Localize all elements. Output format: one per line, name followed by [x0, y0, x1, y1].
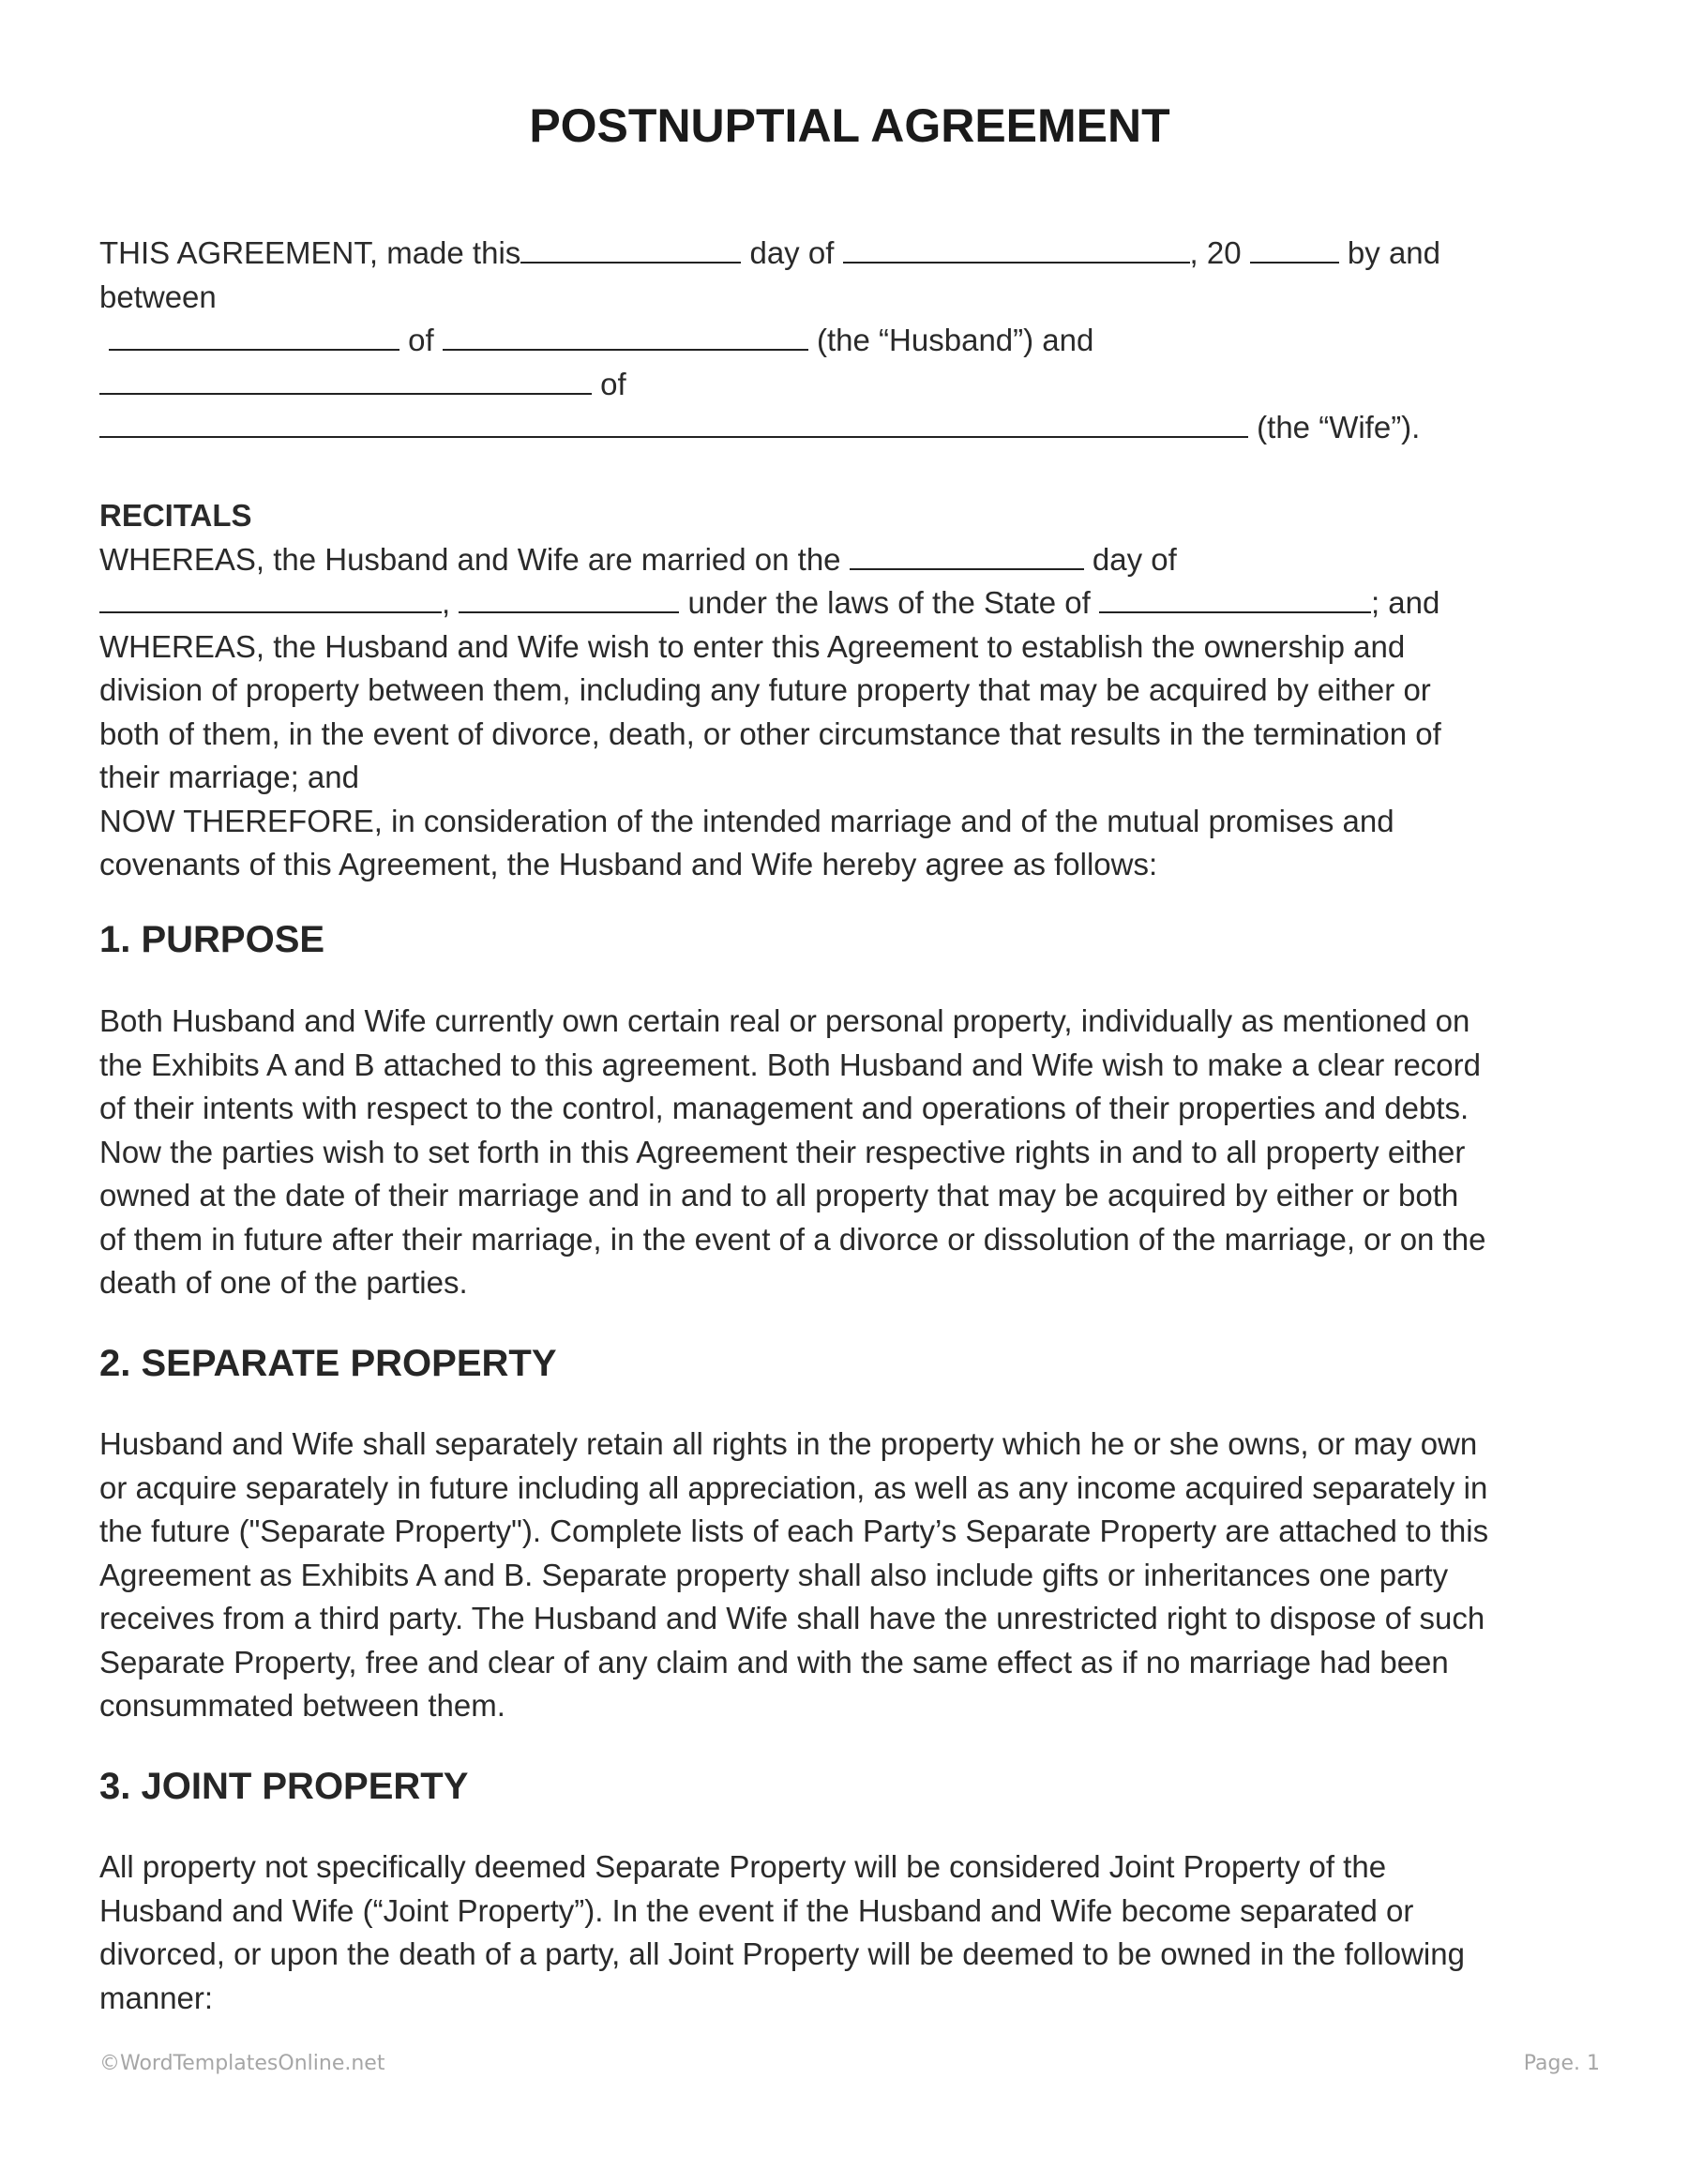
recitals-section: [99, 494, 1600, 887]
marriage-year-blank: [459, 585, 679, 613]
intro-text: , 20: [1189, 235, 1250, 270]
recital-text: day of: [1083, 541, 1177, 577]
body-line: receives from a third party. The Husband and Wife shall have the unrestricted right to dispose of such: [99, 1601, 1485, 1635]
intro-text: day of: [741, 235, 843, 270]
recital-line: both of them, in the event of divorce, death, or other circumstance that results in the termination of: [99, 715, 1441, 751]
marriage-day-blank: [850, 542, 1084, 570]
recitals-heading: RECITALS: [99, 498, 252, 533]
footer-page-number: Page. 1: [1523, 2052, 1600, 2075]
month-blank: [843, 235, 1190, 264]
recital-line: their marriage; and: [99, 760, 359, 794]
section-body-joint-property: [99, 1845, 1600, 2020]
footer-copyright: ©WordTemplatesOnline.net: [99, 2052, 385, 2075]
document-page: [99, 0, 1600, 2184]
recital-line: division of property between them, including any future property that may be acquired by either or: [99, 672, 1431, 707]
agreement-intro: [99, 232, 1600, 450]
intro-text: of: [399, 323, 443, 357]
body-line: Both Husband and Wife currently own certain real or personal property, individually as mentioned on: [99, 1003, 1470, 1038]
year-blank: [1250, 235, 1339, 264]
body-line: Husband and Wife shall separately retain all rights in the property which he or she owns, or may own: [99, 1426, 1478, 1461]
body-line: consummated between them.: [99, 1688, 505, 1723]
husband-name-blank: [109, 323, 399, 351]
section-body-purpose: [99, 1000, 1600, 1305]
intro-line-5: [99, 406, 1600, 450]
body-line: divorced, or upon the death of a party, all Joint Property will be deemed to be owned in the following: [99, 1936, 1465, 1971]
body-line: of their intents with respect to the control, management and operations of their properties and debts.: [99, 1091, 1469, 1125]
intro-text: (the “Husband”) and: [807, 323, 1094, 357]
recital-line: [99, 538, 1600, 582]
intro-text: THIS AGREEMENT, made this: [99, 235, 521, 270]
body-line: Separate Property, free and clear of any claim and with the same effect as if no marriage had been: [99, 1644, 1449, 1679]
section-heading-purpose: 1. PURPOSE: [99, 919, 325, 960]
recital-text: ,: [442, 585, 460, 620]
body-line: Husband and Wife (“Joint Property”). In the event if the Husband and Wife become separated or: [99, 1892, 1414, 1928]
recital-text: WHEREAS, the Husband and Wife are married on the: [99, 541, 850, 577]
intro-line-4: [99, 363, 1600, 407]
body-line: manner:: [99, 1980, 214, 2015]
husband-address-blank: [443, 323, 808, 351]
body-line: of them in future after their marriage, in the event of a divorce or dissolution of the marriage, or on the: [99, 1221, 1486, 1257]
body-line: the future ("Separate Property"). Complete lists of each Party’s Separate Property are attached to this: [99, 1514, 1489, 1548]
recital-line: WHEREAS, the Husband and Wife wish to enter this Agreement to establish the ownership and: [99, 628, 1406, 664]
intro-line-1: [99, 232, 1600, 276]
document-title: POSTNUPTIAL AGREEMENT: [529, 99, 1170, 152]
body-line: the Exhibits A and B attached to this agreement. Both Husband and Wife wish to make a clear record: [99, 1047, 1481, 1082]
day-blank: [520, 235, 741, 264]
body-line: owned at the date of their marriage and in and to all property that may be acquired by either or both: [99, 1178, 1459, 1212]
section-body-separate-property: [99, 1423, 1600, 1728]
recital-line: NOW THEREFORE, in consideration of the intended marriage and of the mutual promises and: [99, 803, 1394, 838]
body-line: Agreement as Exhibits A and B. Separate property shall also include gifts or inheritances one party: [99, 1557, 1449, 1592]
recital-line: [99, 581, 1600, 625]
intro-text: (the “Wife”).: [1248, 410, 1421, 444]
marriage-month-blank: [99, 585, 442, 613]
recital-text: under the laws of the State of: [679, 585, 1099, 620]
intro-text: of: [592, 366, 626, 401]
intro-line-2: between: [99, 279, 217, 314]
intro-text: by and: [1338, 235, 1440, 270]
body-line: All property not specifically deemed Separate Property will be considered Joint Property of the: [99, 1849, 1387, 1884]
section-heading-separate-property: 2. SEPARATE PROPERTY: [99, 1343, 557, 1384]
section-heading-joint-property: 3. JOINT PROPERTY: [99, 1766, 469, 1807]
intro-line-3: [99, 319, 1600, 363]
state-blank: [1099, 585, 1371, 613]
body-line: death of one of the parties.: [99, 1265, 468, 1300]
wife-name-blank: [99, 367, 592, 395]
wife-address-blank: [99, 410, 1248, 438]
body-line: or acquire separately in future including all appreciation, as well as any income acquired separately in: [99, 1469, 1488, 1505]
recital-text: ; and: [1370, 585, 1440, 620]
recital-line: covenants of this Agreement, the Husband and Wife hereby agree as follows:: [99, 847, 1158, 881]
body-line: Now the parties wish to set forth in this Agreement their respective rights in and to all property either: [99, 1134, 1466, 1169]
